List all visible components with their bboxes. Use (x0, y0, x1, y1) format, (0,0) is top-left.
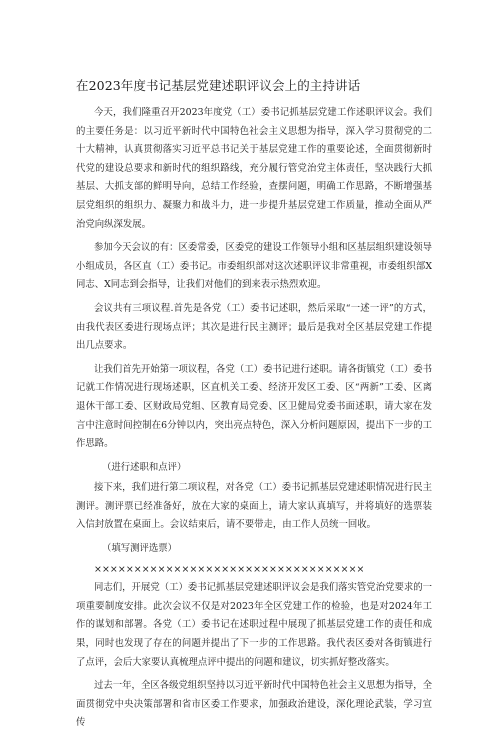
stage-note-voting: （填写测评选票） (102, 543, 178, 555)
paragraph-summary: 同志们，开展党（工）委书记抓基层党建述职评议会是我们落实管党治党要求的一项重要制度安排。此次会议不仅是对2023年全区党建工作的检验，也是对2024年工作的谋划和部署。各党（工）委书记在述职过程中展现了抓基层党建工作的责任和成果，同时也发现了存在的问题并提出了下一步的工作思路。我代表区委对各街镇进行了点评，会后大家要认真梳理点评中提出的问题和建议，切实抓好整改落实。 (76, 582, 432, 668)
document-body (76, 104, 432, 738)
redacted-separator-line: ×××××××××××××××××××××××××××××××××× (94, 563, 365, 575)
paragraph-attendees: 参加今天会议的有：区委常委，区委党的建设工作领导小组和区基层组织建设领导小组成员，各区直（工）委书记。市委组织部对这次述职评议非常重视，市委组织部X同志、X同志到会指导，让我们对他们的到来表示热烈欢迎。 (76, 242, 432, 291)
paragraph-first-agenda-item: 让我们首先开始第一项议程，各党（工）委书记进行述职。请各街镇党（工）委书记就工作情况进行现场述职，区直机关工委、经济开发区工委、区“两新”工委、区离退休干部工委、区财政局党组、区教育局党委、区卫健局党委书面述职，请大家在发言中注意时间控制在6分钟以内，突出亮点特色，深入分析问题原因，提出下一步的工作思路。 (76, 363, 432, 450)
paragraph-second-agenda-item: 接下来，我们进行第二项议程，对各党（工）委书记抓基层党建述职情况进行民主测评。测评票已经准备好，放在大家的桌面上，请大家认真填写，并将填好的选票装入信封放置在桌面上。会议结束后，请不要带走，由工作人员统一回收。 (76, 482, 432, 531)
paragraph-opening: 今天，我们隆重召开2023年度党（工）委书记抓基层党建工作述职评议会。我们的主要任务是：以习近平新时代中国特色社会主义思想为指导，深入学习贯彻党的二十大精神，认真贯彻落实习近平总书记关于基层党建工作的重要论述，全面贯彻新时代党的建设总要求和新时代的组织路线，充分履行管党治党主体责任，坚决践行大抓基层、大抓支部的鲜明导向，总结工作经验，查摆问题，明确工作思路，不断增强基层党组织的组织力、凝聚力和战斗力，进一步提升基层党建工作质量，推动全面从严治党向纵深发展。 (76, 107, 432, 230)
stage-note-reporting: （进行述职和点评） (102, 461, 187, 473)
paragraph-review: 过去一年，全区各级党组织坚持以习近平新时代中国特色社会主义思想为指导，全面贯彻党中央决策部署和省市区委工作要求，加强政治建设，深化理论武装，学习宣传 (76, 680, 432, 729)
document-title: 在2023年度书记基层党建述职评议会上的主持讲话 (76, 78, 361, 93)
paragraph-agenda: 会议共有三项议程.首先是各党（工）委书记述职，然后采取“一述一评”的方式，由我代表区委进行现场点评；其次是进行民主测评；最后是我对全区基层党建工作提出几点要求。 (76, 302, 432, 352)
